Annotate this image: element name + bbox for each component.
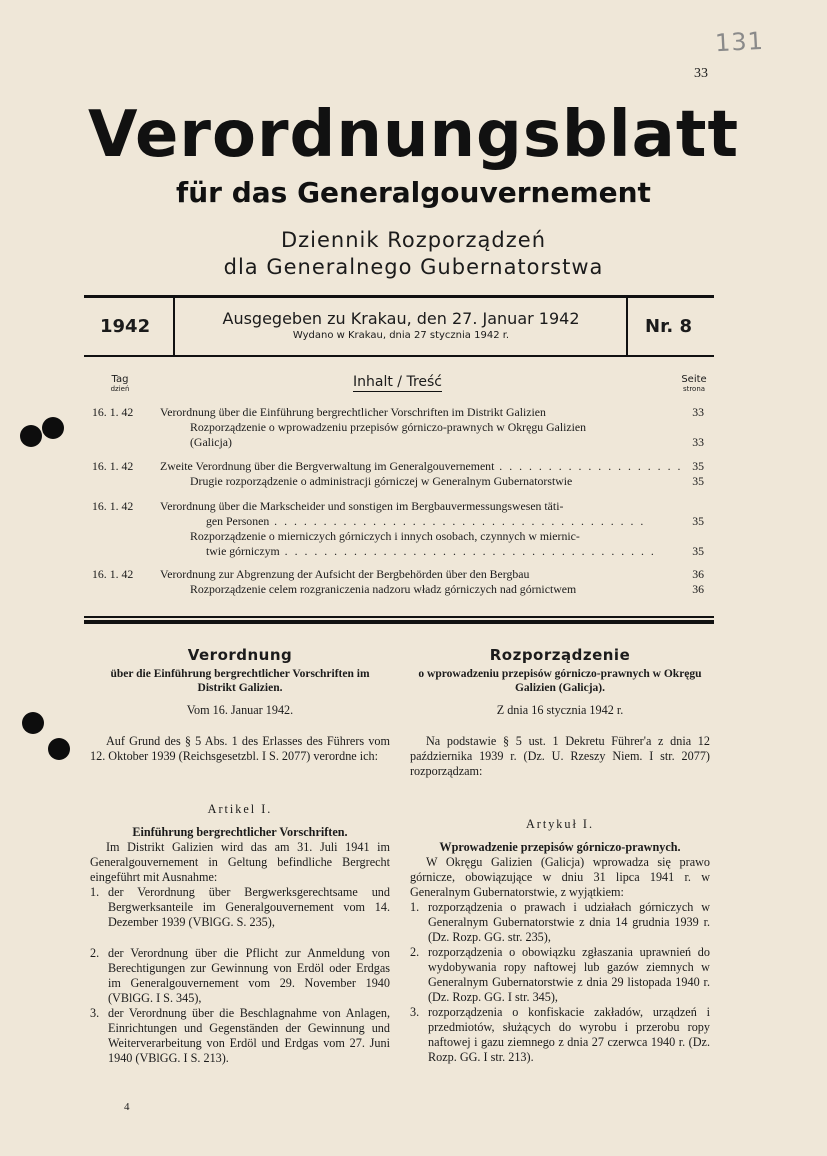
german-subheading: über die Einführung bergrechtlicher Vorschriften im Distrikt Galizien. — [110, 668, 370, 694]
toc-text: Rozporządzenie o wprowadzeniu przepisów górniczo-prawnych w Okręgu Galizien — [190, 420, 587, 434]
toc-entry — [88, 405, 708, 450]
toc-line — [88, 459, 708, 474]
header-rule-top — [84, 295, 714, 298]
polish-date: Z dnia 16 stycznia 1942 r. — [496, 703, 624, 717]
toc-page: 33 — [692, 435, 704, 449]
masthead-title: Verordnungsblatt — [87, 98, 740, 172]
header-divider — [173, 298, 175, 355]
punch-hole — [48, 738, 70, 760]
item-number: 1. — [410, 900, 420, 914]
punch-hole — [42, 417, 64, 439]
toc-date: 16. 1. 42 — [92, 405, 134, 419]
german-intro: Auf Grund des § 5 Abs. 1 des Erlasses des Führers vom 12. Oktober 1939 (Reichsgesetzbl. I S. 2077) verordne ich: — [90, 734, 390, 763]
item-number: 1. — [90, 885, 100, 899]
german-item — [90, 946, 390, 1006]
item-text: der Verordnung über Bergwerksgerechtsame und Bergwerksanteile im Generalgouvernement vom 14. Dezember 1939 (VBlGG. S. 235), — [108, 885, 390, 929]
issue-year: 1942 — [100, 316, 151, 337]
issued-polish: Wydano w Krakau, dnia 27 stycznia 1942 r. — [292, 330, 510, 341]
toc-line — [88, 544, 708, 559]
toc-entry — [88, 459, 708, 489]
item-text: rozporządzenia o konfiskacie zakładów, urządzeń i przedmiotów, służących do wyrobu i przerobu ropy naftowej i gazu ziemnego z dnia 27 czerwca 1940 r. (Dz. Rozp. GG. I str. 213). — [428, 1005, 710, 1064]
toc-text: Rozporządzenie o mierniczych górniczych i innych osobach, czynnych w miernic- — [190, 529, 580, 543]
toc-page: 35 — [692, 459, 704, 473]
toc-page-label-pl: strona — [682, 385, 706, 393]
issue-number: Nr. 8 — [645, 316, 693, 337]
item-text: der Verordnung über die Pflicht zur Anmeldung von Berechtigungen zur Gewinnung von Erdöl oder Erdgas im Generalgouvernement vom 29. November 1940 (VBlGG. I S. 345), — [108, 946, 390, 1005]
item-number: 3. — [90, 1006, 100, 1020]
polish-article: Artykuł I. — [525, 817, 595, 831]
german-date: Vom 16. Januar 1942. — [186, 703, 294, 717]
toc-text: Verordnung zur Abgrenzung der Aufsicht der Bergbehörden über den Bergbau — [160, 567, 530, 581]
masthead-polish-line2: dla Generalnego Gubernatorstwa — [223, 255, 604, 279]
toc-page: 35 — [692, 514, 704, 528]
masthead-polish-line1: Dziennik Rozporządzeń — [280, 228, 547, 252]
toc-entry — [88, 499, 708, 559]
german-heading: Verordnung — [187, 646, 293, 664]
toc-title: Inhalt / Treść — [353, 374, 442, 390]
german-article: Artikel I. — [207, 802, 273, 816]
polish-article-title: Wprowadzenie przepisów górniczo-prawnych. — [439, 840, 681, 854]
header-divider — [626, 298, 628, 355]
item-text: rozporządzenia o prawach i udziałach górniczych w Generalnym Gubernatorstwie z dnia 14 grudnia 1939 r. (Dz. Rozp. GG. str. 235), — [428, 900, 710, 944]
issued-german: Ausgegeben zu Krakau, den 27. Januar 1942 — [222, 309, 580, 328]
toc-line — [88, 514, 708, 529]
toc-line — [88, 474, 708, 489]
header-rule-bottom — [84, 355, 714, 357]
toc-page: 33 — [692, 405, 704, 419]
polish-item — [410, 900, 710, 945]
toc-line — [88, 582, 708, 597]
punch-hole — [22, 712, 44, 734]
toc-rule-thin — [84, 616, 714, 618]
toc-entry — [88, 567, 708, 597]
german-item — [90, 1006, 390, 1066]
toc-line — [88, 435, 708, 450]
polish-subheading: o wprowadzeniu przepisów górniczo-prawnych w Okręgu Galizien (Galicja). — [418, 668, 702, 694]
toc-line — [88, 529, 708, 544]
item-number: 3. — [410, 1005, 420, 1019]
item-number: 2. — [410, 945, 420, 959]
toc-line — [88, 405, 708, 420]
toc-day-label-pl: dzień — [110, 385, 130, 393]
toc-text: twie górniczym . . . — [206, 544, 726, 559]
toc-line — [88, 567, 708, 582]
toc-text: Rozporządzenie celem rozgraniczenia nadzoru władz górniczych nad górnictwem — [190, 582, 577, 596]
toc-page: 36 — [692, 582, 704, 596]
toc-rule-thick — [84, 620, 714, 624]
item-text: rozporządzenia o obowiązku zgłaszania uprawnień do wydobywania ropy naftowej lub gazów ziemnych w Generalnym Gubernatorstwie z dnia 29 listopada 1940 r. (Dz. Rozp. GG. I str. 345), — [428, 945, 710, 1004]
polish-item — [410, 945, 710, 1005]
page-number: 33 — [694, 66, 708, 81]
toc-text: Zweite Verordnung über die Bergverwaltung im Generalgouvernement . . . — [160, 459, 680, 474]
toc-text: Drugie rozporządzenie o administracji górniczej w Generalnym Gubernatorstwie — [190, 474, 573, 488]
polish-body: W Okręgu Galizien (Galicja) wprowadza się prawo górnicze, obowiązujące w dniu 31 lipca 1941 r. w Generalnym Gubernatorstwie, z wyjątkiem: — [410, 855, 710, 899]
toc-text: Verordnung über die Markscheider und sonstigen im Bergbauvermessungswesen täti- — [160, 499, 564, 513]
toc-date: 16. 1. 42 — [92, 499, 134, 513]
toc-page-label: Seite — [681, 374, 707, 385]
toc-page: 35 — [692, 474, 704, 488]
item-number: 2. — [90, 946, 100, 960]
handwritten-note: 131 — [714, 26, 765, 58]
toc-text: (Galicja) — [190, 435, 232, 449]
footer-number: 4 — [124, 1101, 130, 1113]
toc-line — [88, 420, 708, 435]
masthead-subtitle: für das Generalgouvernement — [176, 176, 651, 209]
item-text: der Verordnung über die Beschlagnahme von Anlagen, Einrichtungen und Gegenständen der Gewinnung und Weiterverarbeitung von Erdöl und Erdgas vom 27. Juni 1940 (VBlGG. I S. 213). — [108, 1006, 390, 1065]
polish-column — [410, 648, 710, 1065]
german-body: Im Distrikt Galizien wird das am 31. Juli 1941 im Generalgouvernement in Geltung befindliche Bergrecht eingeführt mit Ausnahme: — [90, 840, 390, 884]
toc-day-label: Tag — [111, 374, 129, 385]
german-article-title: Einführung bergrechtlicher Vorschriften. — [132, 825, 348, 839]
toc-day-header — [100, 374, 140, 393]
toc-text: gen Personen . . . — [206, 514, 726, 529]
toc-date: 16. 1. 42 — [92, 567, 134, 581]
toc-date: 16. 1. 42 — [92, 459, 134, 473]
toc-line — [88, 499, 708, 514]
polish-item — [410, 1005, 710, 1065]
toc-page: 35 — [692, 544, 704, 558]
toc-text: Verordnung über die Einführung bergrechtlicher Vorschriften im Distrikt Galizien — [160, 405, 546, 419]
polish-heading: Rozporządzenie — [489, 646, 631, 664]
toc-page-header — [674, 374, 714, 393]
punch-hole — [20, 425, 42, 447]
german-column — [90, 648, 390, 1066]
toc-page: 36 — [692, 567, 704, 581]
german-item — [90, 885, 390, 930]
polish-intro: Na podstawie § 5 ust. 1 Dekretu Führer'a z dnia 12 października 1939 r. (Dz. U. Rzeszy Niem. I str. 2077) rozporządzam: — [410, 734, 710, 778]
